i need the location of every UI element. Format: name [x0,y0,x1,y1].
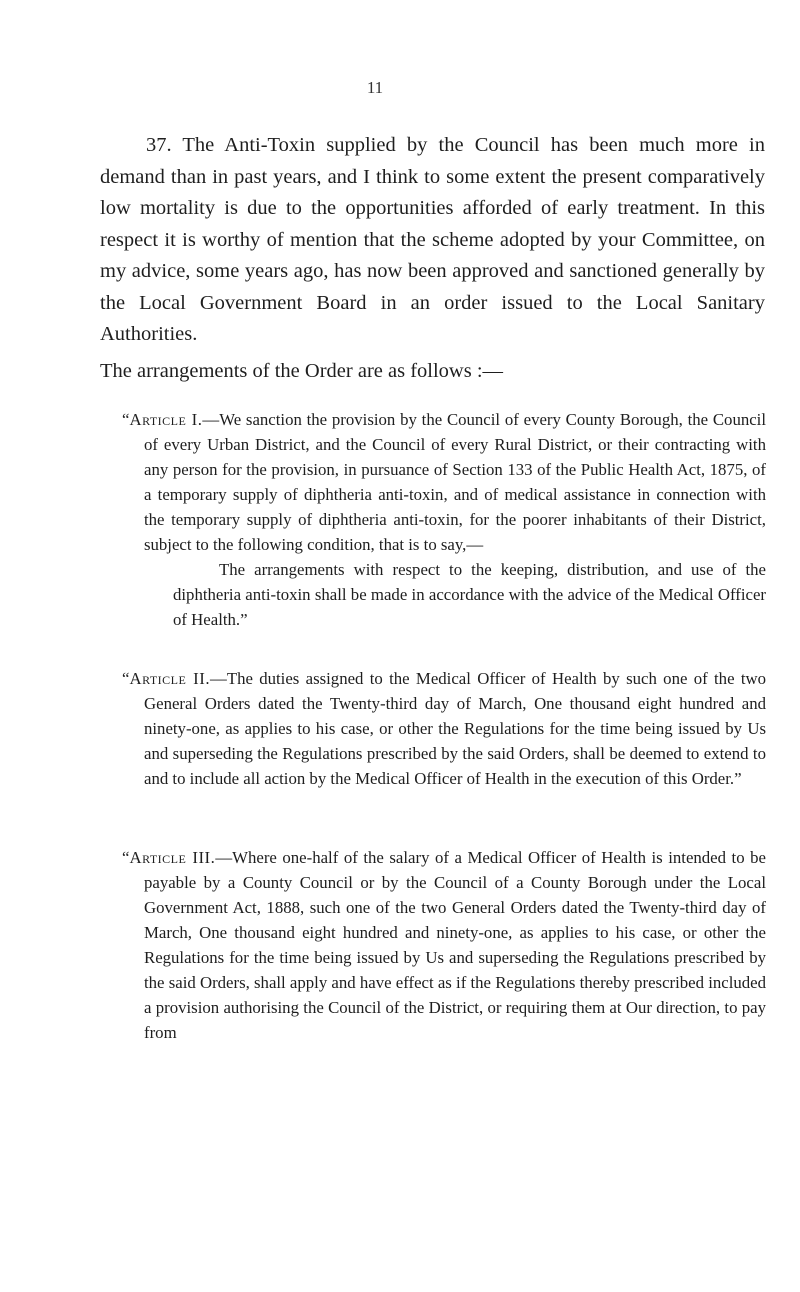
article-1-open-quote: “ [122,410,130,429]
article-3-body: —Where one-half of the salary of a Medical Officer of Health is intended to be payable by a County Council or by the Council of a County Borough under the Local Government Act, 1888, such one of the two General Orders dated the Twenty-third day of March, One thousand eight hundred and ninety-one, as applies to his case, or other the Regulations for the time being issued by Us and superseding the Regulations prescribed by the said Orders, shall apply and have effect as if the Regulations thereby prescribed included a provision authorising the Council of the District, or requiring them at Our direction, to pay from [144,848,766,1042]
article-2-label: Article II. [129,669,211,688]
article-1-label: Article I. [129,410,203,429]
article-2-text [122,666,766,791]
article-1-text [122,407,766,557]
article-3 [122,845,766,1045]
page-number: 11 [366,78,384,97]
article-2-open-quote: “ [122,669,130,688]
article-1-body: —We sanction the provision by the Council of every County Borough, the Council of every Urban District, and the Council of every Rural District, or their contracting with any person for the provision, in pursuance of Section 133 of the Public Health Act, 1875, of a temporary supply of diphtheria anti-toxin, and of medical assistance in connection with the temporary supply of diphtheria anti-toxin, for the poorer inhabitants of their District, subject to the following condition, that is to say,— [144,410,767,554]
article-3-open-quote: “ [122,848,130,867]
article-1-condition: The arrangements with respect to the keeping, distribution, and use of the diphtheria anti-toxin shall be made in accordance with the advice of the Medical Officer of Health.” [173,560,766,629]
article-3-text [122,845,766,1045]
order-intro: The arrangements of the Order are as follows :— [100,360,504,382]
article-2-body: —The duties assigned to the Medical Officer of Health by such one of the two General Orders dated the Twenty-third day of March, One thousand eight hundred and ninety-one, as applies to his case, or other the Regulations for the time being issued by Us and superseding the Regulations prescribed by the said Orders, shall be deemed to extend to and to include all action by the Medical Officer of Health in the execution of this Order.” [144,669,766,788]
article-2 [122,666,766,791]
article-1 [122,407,766,632]
article-3-label: Article III. [129,848,216,867]
paragraph-37: 37. The Anti-Toxin supplied by the Council has been much more in demand than in past years, and I think to some extent the present comparatively low mortality is due to the opportunities afforded of early treatment. In this respect it is worthy of mention that the scheme adopted by your Committee, on my advice, some years ago, has now been approved and sanctioned generally by the Local Government Board in an order issued to the Local Sanitary Authorities. [100,134,765,345]
